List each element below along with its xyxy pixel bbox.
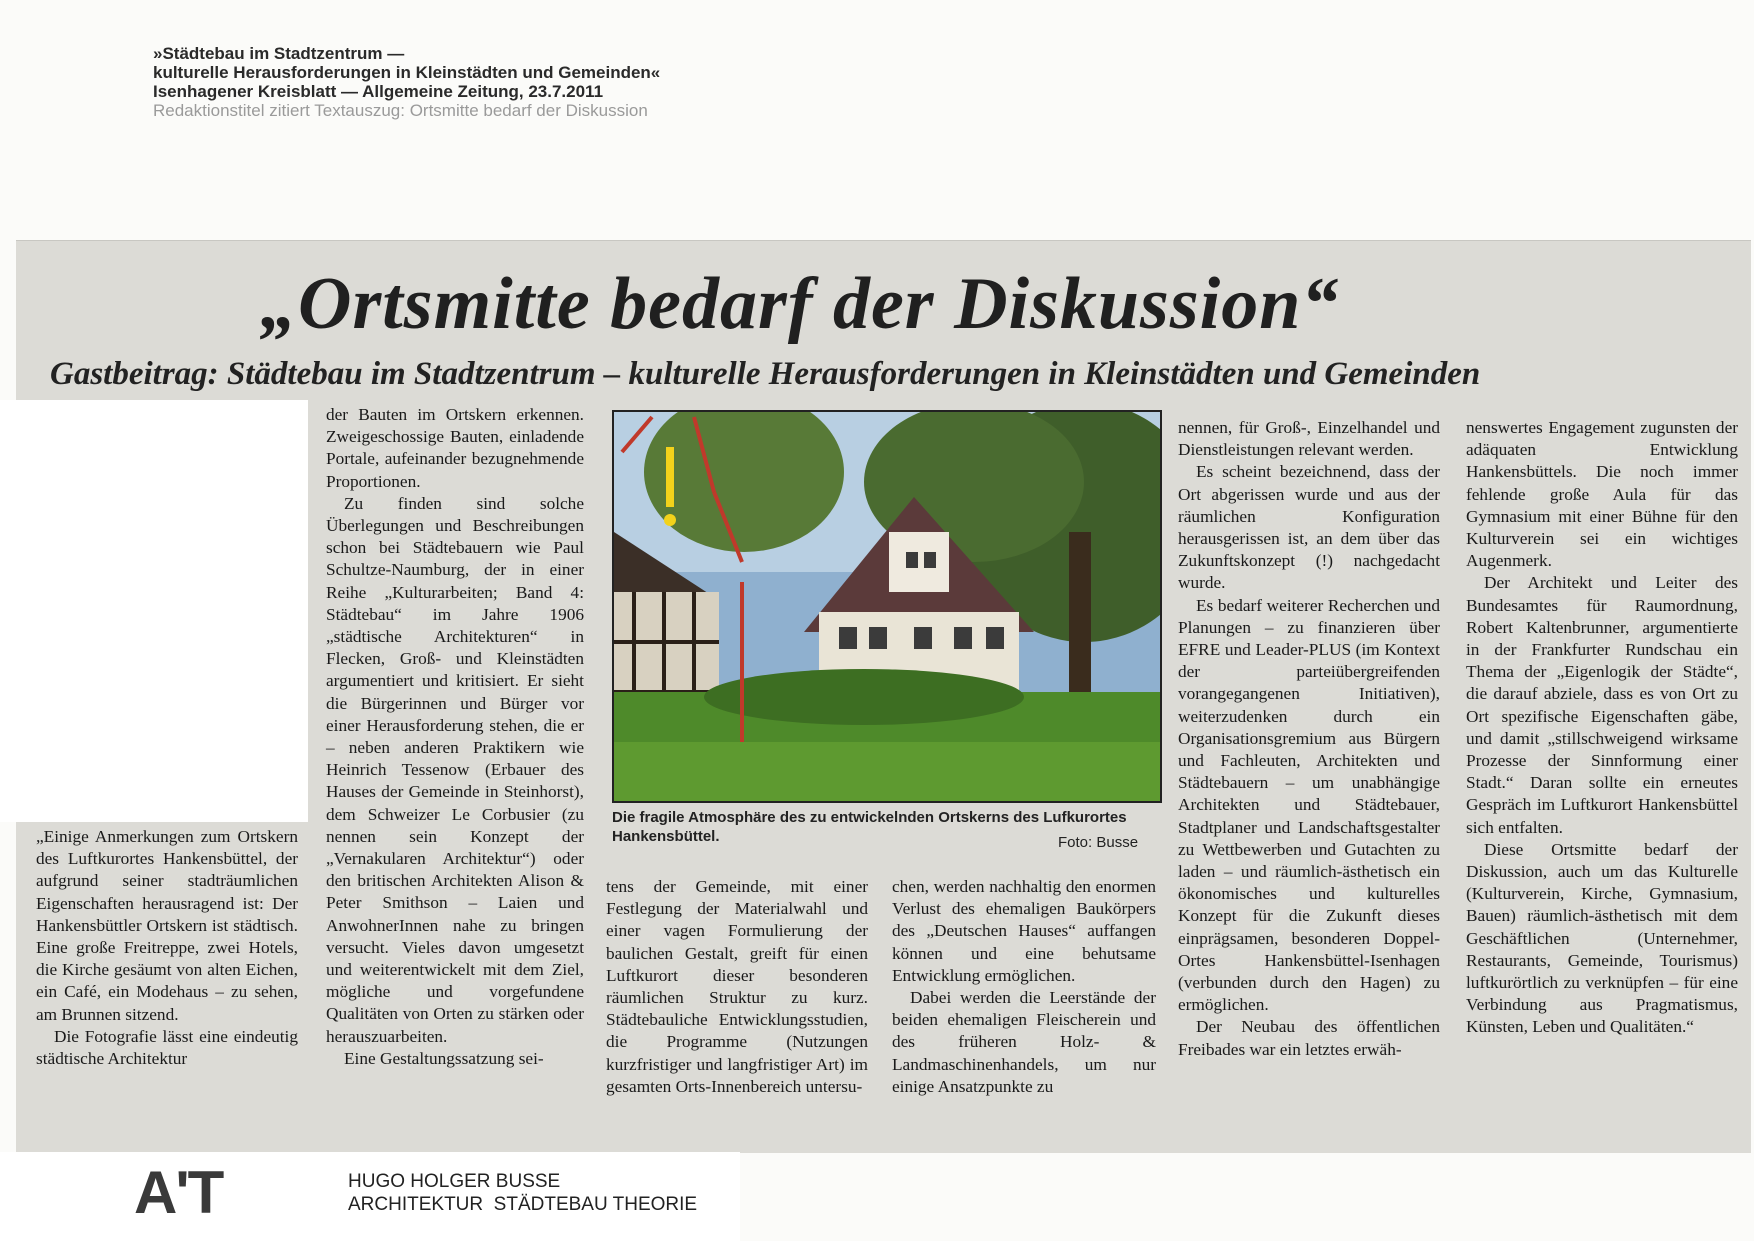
article-column-5 xyxy=(1178,417,1440,1061)
paragraph: Der Architekt und Leiter des Bundesamtes für Raumordnung, Robert Kaltenbrunner, argumentierte in der Frankfurter Rundschau ein Thema der „Eigenlogik der Städte“, die darauf abziele, dass es von Ort zu Ort spezifische Eigenschaften gäbe, und damit „stillschweigend wirksame Prozesse der Sinnformung einer Stadt.“ Daran sollte ein erneutes Gespräch im Luftkurort Hankensbüttel sich entfalten. xyxy=(1466,573,1738,837)
clipping-source-header xyxy=(153,44,660,120)
paragraph: Es bedarf weiterer Recherchen und Planungen – zu finanzieren über EFRE und Leader-PLUS (im Kontext der parteiübergreifenden vorangegangenen Initiativen), weiterzudenken durch ein Organisationsgremium aus Bürgern und Fachleuten, Architekten und Städtebauern – um unabhängige Architekten und Städtebauer, Stadtplaner und Landschaftsgestalter zu Wettbewerben und Gutachten zu laden – und räumlich-ästhetisch ein ökonomisches und kulturelles Konzept für die Zukunft dieses einprägsamen, besonderen Doppel-Ortes Hankensbüttel-Isenhagen (verbunden durch den Hagen) zu ermöglichen. xyxy=(1178,595,1440,1015)
paragraph: nennen, für Groß-, Einzelhandel und Dienstleistungen relevant werden. xyxy=(1178,418,1440,460)
paragraph: chen, werden nachhaltig den enormen Verlust des ehemaligen Baukörpers des „Deutschen Hauses“ auffangen können und eine behutsame Entwicklung ermöglichen. xyxy=(892,877,1156,985)
photo-town-centre-image xyxy=(614,412,1160,801)
header-line-3: Isenhagener Kreisblatt — Allgemeine Zeitung, 23.7.2011 xyxy=(153,82,604,101)
article-column-4 xyxy=(892,876,1156,1098)
header-line-2: kulturelle Herausforderungen in Kleinstädten und Gemeinden« xyxy=(153,63,661,82)
article-column-1 xyxy=(36,826,298,1070)
header-line-1: »Städtebau im Stadtzentrum — xyxy=(153,44,405,63)
article-subheadline: Gastbeitrag: Städtebau im Stadtzentrum – kulturelle Herausforderungen in Kleinstädten und Gemeinden xyxy=(50,356,1481,392)
paragraph: Eine Gestaltungssatzung sei- xyxy=(344,1048,544,1068)
paragraph: Dabei werden die Leerstände der beiden ehemaligen Fleischerein und des früheren Holz- & Landmaschinenhandels, um nur einige Ansatzpunkte zu xyxy=(892,988,1156,1096)
article-headline: „Ortsmitte bedarf der Diskussion“ xyxy=(260,263,1340,345)
paragraph: der Bauten im Ortskern erkennen. Zweigeschossige Bauten, einladende Portale, aufeinander bezugnehmende Proportionen. xyxy=(326,405,584,491)
article-column-2 xyxy=(326,404,584,1070)
paragraph: Der Neubau des öffentlichen Freibades war ein letztes erwäh- xyxy=(1178,1017,1440,1059)
blank-overlay xyxy=(0,400,308,822)
author-tagline: ARCHITEKTUR STÄDTEBAU THEORIE xyxy=(348,1194,698,1215)
paragraph: nenswertes Engagement zugunsten der adäquaten Entwicklung Hankensbüttels. Die noch immer fehlende große Aula für das Gymnasium mit einer Bühne für den Kulturverein sei ein wichtiges Augenmerk. xyxy=(1466,418,1738,571)
paragraph: Diese Ortsmitte bedarf der Diskussion, auch um das Kulturelle (Kulturverein, Kirche, Gymnasium, Bauen) räumlich-ästhetisch mit dem Geschäftlichen (Unternehmer, Restaurants, Gemeinde, Tourismus) luftkurörtlich zu verknüpfen – für eine Verbindung aus Pragmatismus, Künsten, Leben und Qualitäten.“ xyxy=(1466,839,1738,1037)
paragraph: „Einige Anmerkungen zum Ortskern des Luftkurortes Hankensbüttel, der aufgrund seiner stadträumlichen Eigenschaften herausragend ist: Der Hankensbüttler Ortskern ist städtisch. Eine große Freitreppe, zwei Hotels, die Kirche gesäumt von alten Eichen, ein Café, ein Modehaus – zu sehen, am Brunnen sitzend. xyxy=(36,827,298,1024)
article-column-6 xyxy=(1466,417,1738,1039)
paragraph: tens der Gemeinde, mit einer Festlegung der Materialwahl und einer vagen Formulierung der baulichen Gestalt, greift für einen Luftkurort dieser besonderen räumlichen Struktur zu kurz. Städtebauliche Entwicklungsstudien, die Programme (Nutzungen kurzfristiger und langfristiger Art) im gesamten Orts-Innenbereich untersu- xyxy=(606,877,868,1096)
paragraph: Die Fotografie lässt eine eindeutig städtische Architektur xyxy=(36,1026,298,1069)
header-line-4: Redaktionstitel zitiert Textauszug: Ortsmitte bedarf der Diskussion xyxy=(153,101,648,120)
author-name: HUGO HOLGER BUSSE xyxy=(348,1171,561,1192)
article-photo xyxy=(612,410,1162,803)
paragraph: Es scheint bezeichnend, dass der Ort abgerissen wurde und aus der räumlichen Konfiguration herausgerissen ist, an dem über das Zukunftskonzept (!) nachgedacht wurde. xyxy=(1178,462,1440,593)
photo-caption: Die fragile Atmosphäre des zu entwickelnden Ortskerns des Lufkurortes Hankensbüttel. xyxy=(612,809,1127,845)
at-logo: A'T xyxy=(134,1159,223,1226)
photo-credit: Foto: Busse xyxy=(1058,834,1139,851)
article-column-3 xyxy=(606,876,868,1098)
footer-credits xyxy=(348,1170,697,1216)
paragraph: Zu finden sind solche Überlegungen und Beschreibungen schon bei Städtebauern wie Paul Schultze-Naumburg, der in einer Reihe „Kulturarbeiten; Band 4: Städtebau“ im Jahre 1906 „städtische Architekturen“ in Flecken, Groß- und Kleinstädten argumentiert und kritisiert. Er sieht die Bürgerinnen und Bürger vor einer Herausforderung stehen, die er – neben anderen Praktikern wie Heinrich Tessenow (Erbauer des Hauses der Gemeinde in Steinhorst), dem Schweizer Le Corbusier (zu nennen sein Konzept der „Vernakularen Architektur“) oder den britischen Architekten Alison & Peter Smithson – Laien und AnwohnerInnen nahe zu bringen versucht. Vieles davon umgesetzt und weiterentwickelt mit dem Ziel, mögliche und vorgefundene Qualitäten von Orten zu stärken oder herauszuarbeiten. xyxy=(326,493,584,1046)
